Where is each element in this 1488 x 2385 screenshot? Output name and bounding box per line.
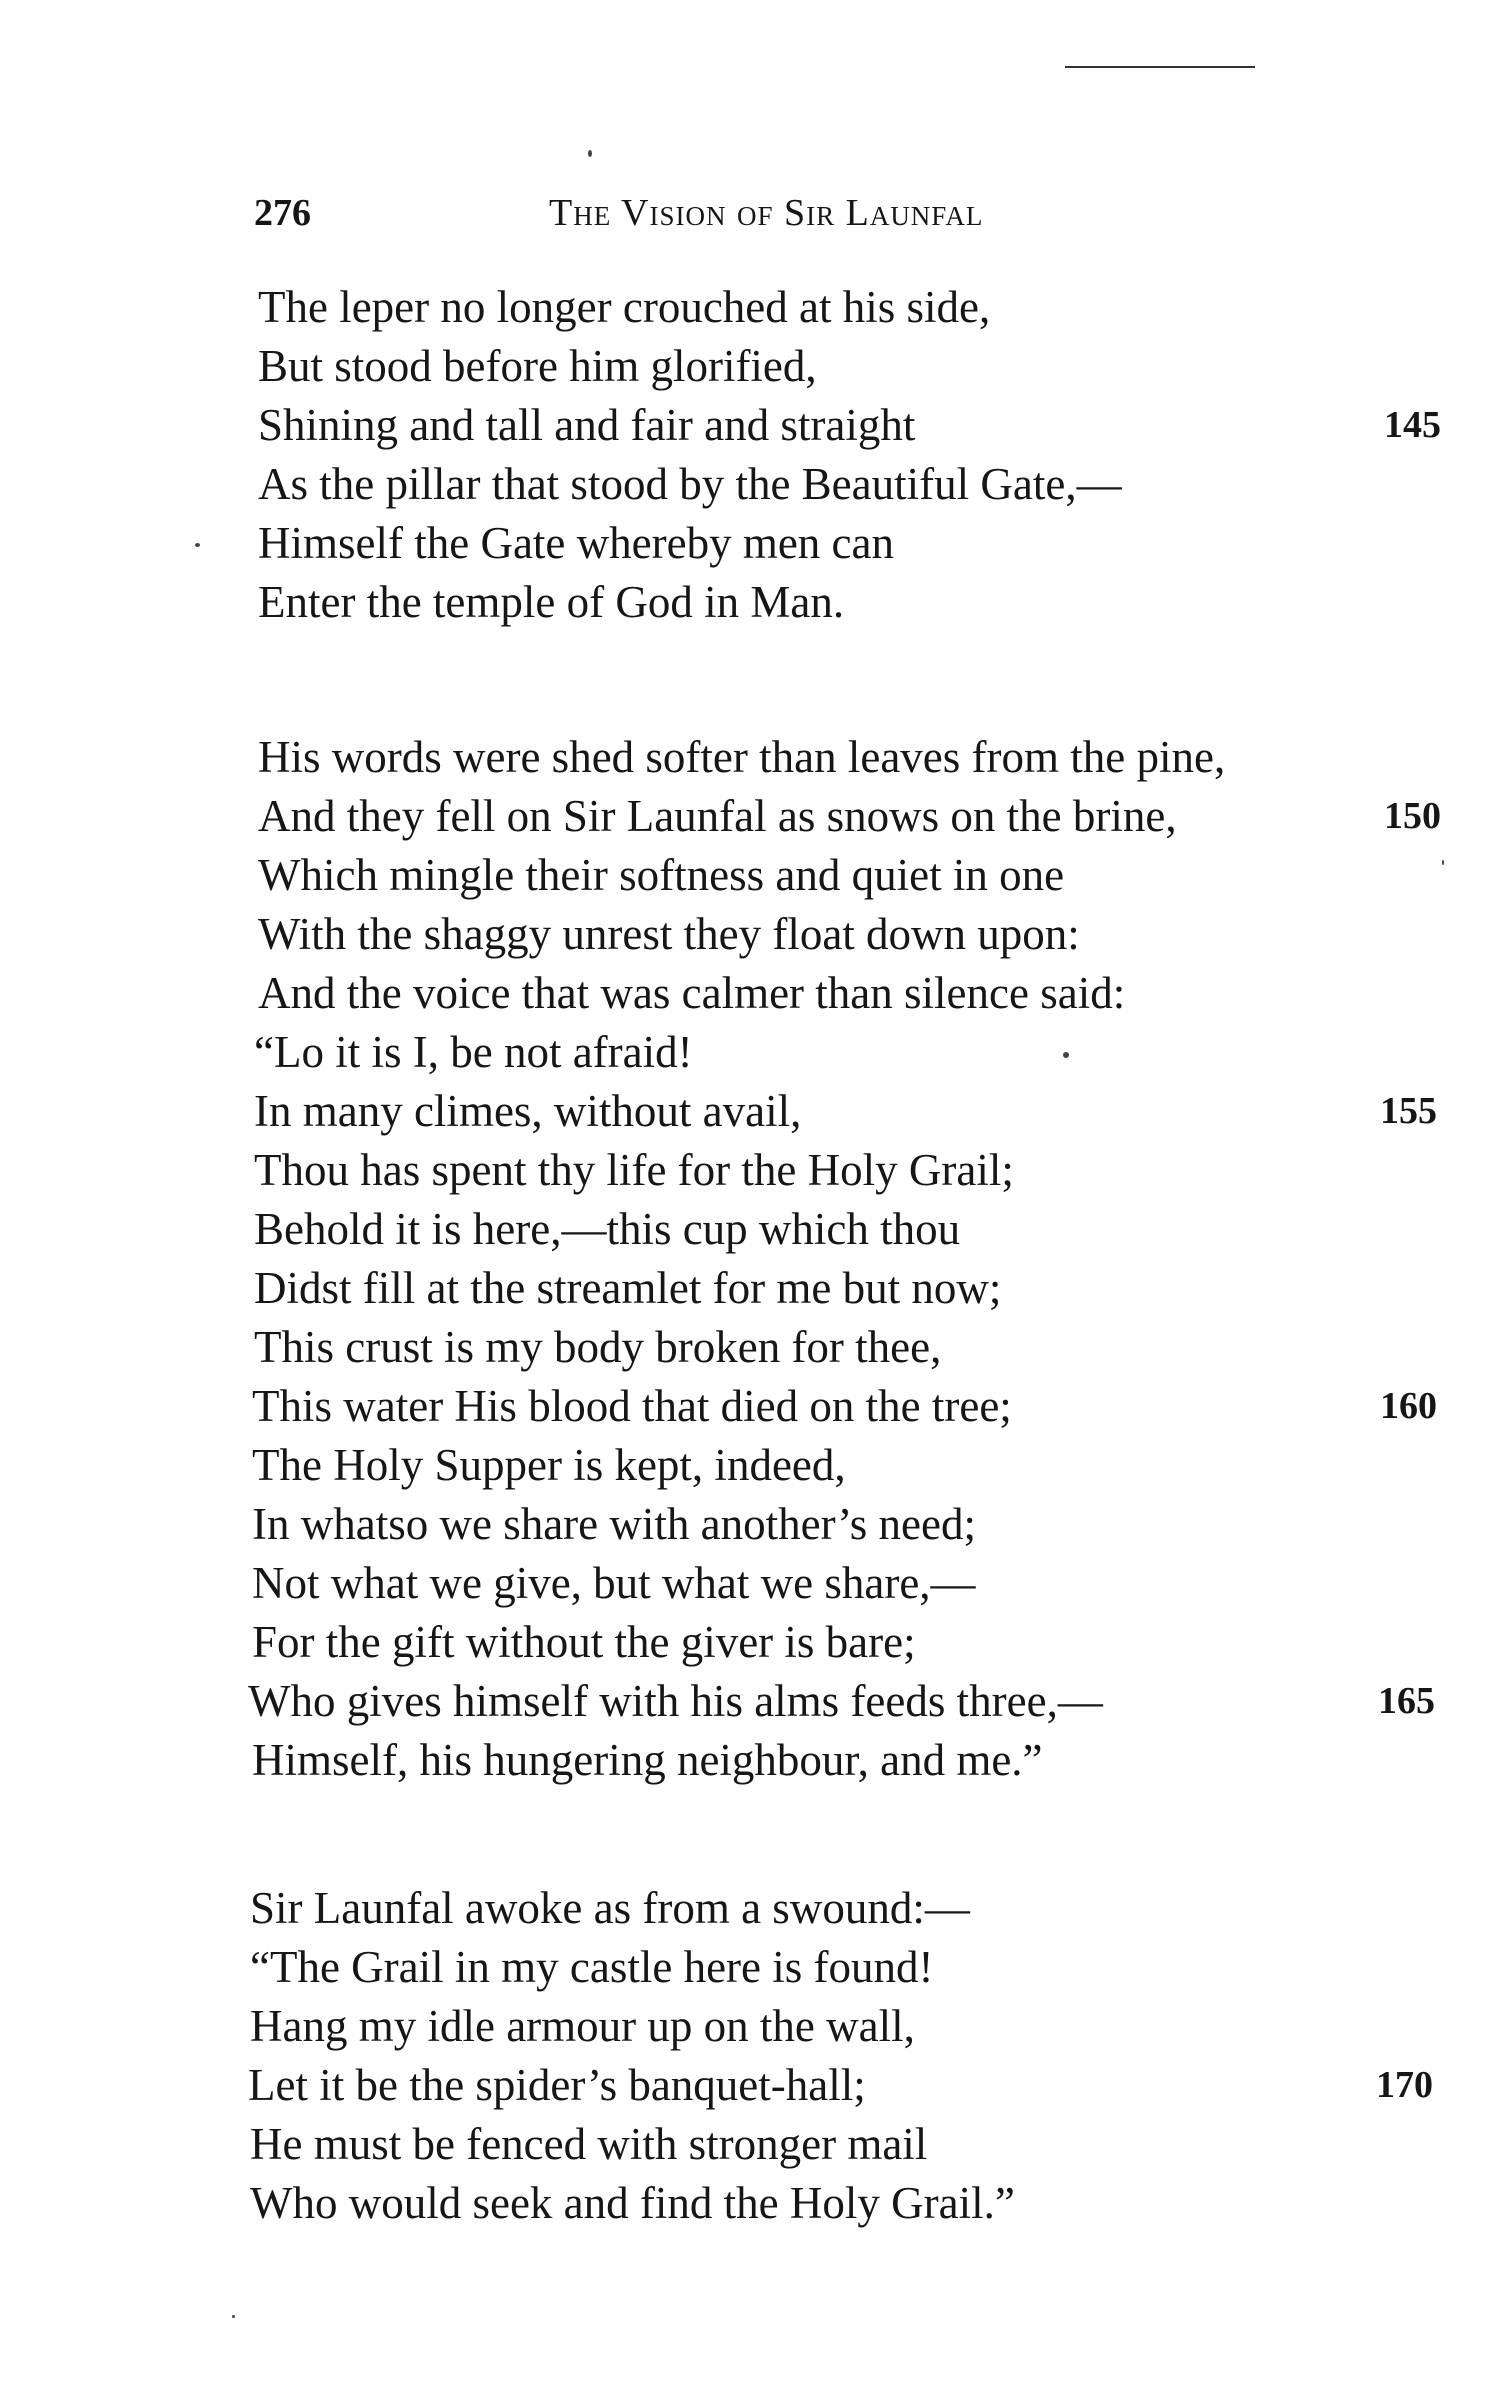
line-number: 145 <box>1384 404 1441 446</box>
page-number: 276 <box>254 192 311 234</box>
line-number: 150 <box>1384 795 1441 837</box>
page-header <box>0 188 1488 238</box>
poem-line <box>0 277 1488 337</box>
running-title: The Vision of Sir Launfal <box>549 192 984 234</box>
poem-line <box>0 1376 1488 1436</box>
poem-line <box>0 963 1488 1023</box>
line-text: Himself, his hungering neighbour, and me.” <box>252 1735 1043 1785</box>
poem-line <box>0 1553 1488 1613</box>
line-text: He must be fenced with stronger mail <box>250 2119 928 2169</box>
poem-line <box>0 336 1488 396</box>
line-text: His words were shed softer than leaves from the pine, <box>258 732 1226 782</box>
poem-line <box>0 1022 1488 1082</box>
poem-line <box>0 1878 1488 1938</box>
line-number: 170 <box>1376 2064 1433 2106</box>
poem-line <box>0 2114 1488 2174</box>
ink-speck <box>588 150 592 157</box>
line-text: This water His blood that died on the tree; <box>252 1381 1012 1431</box>
poem-line <box>0 2173 1488 2233</box>
line-text: “Lo it is I, be not afraid! <box>254 1027 693 1077</box>
line-text: Who would seek and find the Holy Grail.” <box>250 2178 1015 2228</box>
line-text: As the pillar that stood by the Beautiful Gate,— <box>258 459 1122 509</box>
line-text: Didst fill at the streamlet for me but now; <box>254 1263 1002 1313</box>
line-number: 155 <box>1380 1090 1437 1132</box>
top-rule <box>1065 66 1255 68</box>
poem-line <box>0 513 1488 573</box>
poem-line <box>0 904 1488 964</box>
line-text: Behold it is here,—this cup which thou <box>254 1204 961 1254</box>
line-text: In many climes, without avail, <box>254 1086 802 1136</box>
line-text: The Holy Supper is kept, indeed, <box>252 1440 846 1490</box>
poem-line <box>0 1996 1488 2056</box>
line-text: Himself the Gate whereby men can <box>258 518 894 568</box>
poem-line <box>0 727 1488 787</box>
poem-line <box>0 1937 1488 1997</box>
line-text: The leper no longer crouched at his side, <box>258 282 991 332</box>
poem-line <box>0 1730 1488 1790</box>
poem-line <box>0 1671 1488 1731</box>
poem-line <box>0 1140 1488 1200</box>
line-text: Shining and tall and fair and straight <box>258 400 916 450</box>
poem-line <box>0 1317 1488 1377</box>
line-text: This crust is my body broken for thee, <box>254 1322 942 1372</box>
line-text: Let it be the spider’s banquet-hall; <box>248 2060 866 2110</box>
line-text: With the shaggy unrest they float down upon: <box>258 909 1080 959</box>
poem-line <box>0 1612 1488 1672</box>
poem-line <box>0 1199 1488 1259</box>
poem-line <box>0 786 1488 846</box>
poem-line <box>0 395 1488 455</box>
line-text: And the voice that was calmer than silence said: <box>258 968 1126 1018</box>
poem-line <box>0 1435 1488 1495</box>
line-text: Not what we give, but what we share,— <box>252 1558 976 1608</box>
line-text: For the gift without the giver is bare; <box>252 1617 916 1667</box>
line-text: Hang my idle armour up on the wall, <box>250 2001 915 2051</box>
ink-speck <box>232 2315 235 2318</box>
line-text: Which mingle their softness and quiet in one <box>258 850 1065 900</box>
line-text: Thou has spent thy life for the Holy Grail; <box>254 1145 1014 1195</box>
line-text: Sir Launfal awoke as from a swound:— <box>250 1883 970 1933</box>
line-number: 165 <box>1378 1680 1435 1722</box>
line-text: Enter the temple of God in Man. <box>258 577 845 627</box>
poem-line <box>0 1258 1488 1318</box>
line-number: 160 <box>1380 1385 1437 1427</box>
poem-line <box>0 572 1488 632</box>
poem-line <box>0 1081 1488 1141</box>
line-text: “The Grail in my castle here is found! <box>250 1942 934 1992</box>
poem-line <box>0 454 1488 514</box>
line-text: Who gives himself with his alms feeds three,— <box>248 1676 1103 1726</box>
line-text: In whatso we share with another’s need; <box>252 1499 976 1549</box>
poem-line <box>0 845 1488 905</box>
poem-line <box>0 1494 1488 1554</box>
poem-line <box>0 2055 1488 2115</box>
line-text: And they fell on Sir Launfal as snows on the brine, <box>258 791 1177 841</box>
line-text: But stood before him glorified, <box>258 341 817 391</box>
